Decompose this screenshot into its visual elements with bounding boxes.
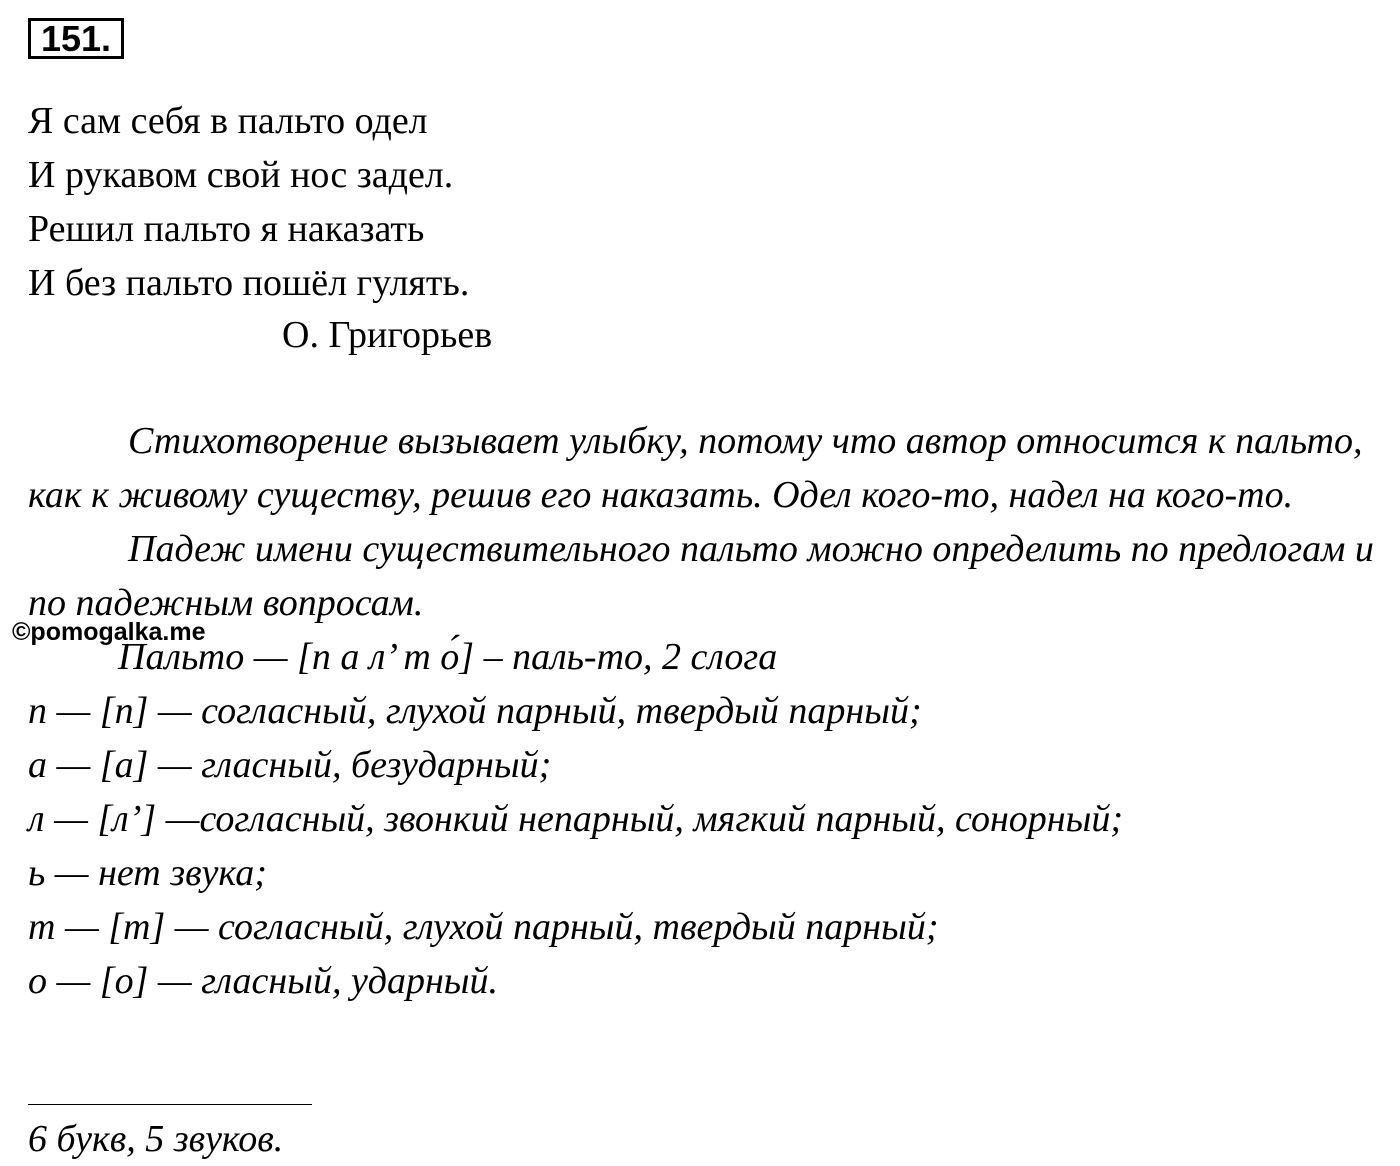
poem-line: И рукавом свой нос задел.	[28, 154, 454, 196]
answer-paragraph-1: Стихотворение вызывает улыбку, потому что автор относится к пальто, как к живому существу, решив его наказать. Одел кого-то, надел на кого-то.	[28, 420, 1363, 516]
poem-line: Я сам себя в пальто одел	[28, 100, 428, 142]
poem	[28, 94, 469, 310]
phonetic-analysis-line: ь — нет звука;	[28, 852, 267, 894]
footnote: 6 букв, 5 звуков.	[28, 1118, 284, 1160]
phonetic-analysis-line: л — [л’] —согласный, звонкий непарный, мягкий парный, сонорный;	[28, 798, 1124, 840]
poem-author: О. Григорьев	[282, 314, 493, 356]
phonetic-analysis-line: т — [т] — согласный, глухой парный, твердый парный;	[28, 906, 939, 948]
poem-line: И без пальто пошёл гулять.	[28, 262, 470, 304]
phonetic-analysis-head: Пальто — [п а л’ т о́] – паль-то, 2 слога	[118, 636, 778, 678]
phonetic-analysis-line: о — [о] — гласный, ударный.	[28, 960, 499, 1002]
footnote-divider	[28, 1104, 312, 1105]
exercise-number: 151.	[28, 18, 124, 59]
phonetic-analysis-line: а — [а] — гласный, безударный;	[28, 744, 552, 786]
answer-block	[28, 414, 1380, 1008]
watermark: ©pomogalka.me	[12, 618, 206, 646]
poem-line: Решил пальто я наказать	[28, 208, 425, 250]
phonetic-analysis-line: п — [п] — согласный, глухой парный, твердый парный;	[28, 690, 922, 732]
answer-paragraph-2: Падеж имени существительного пальто можно определить по предлогам и по падежным вопросам.	[28, 528, 1374, 624]
